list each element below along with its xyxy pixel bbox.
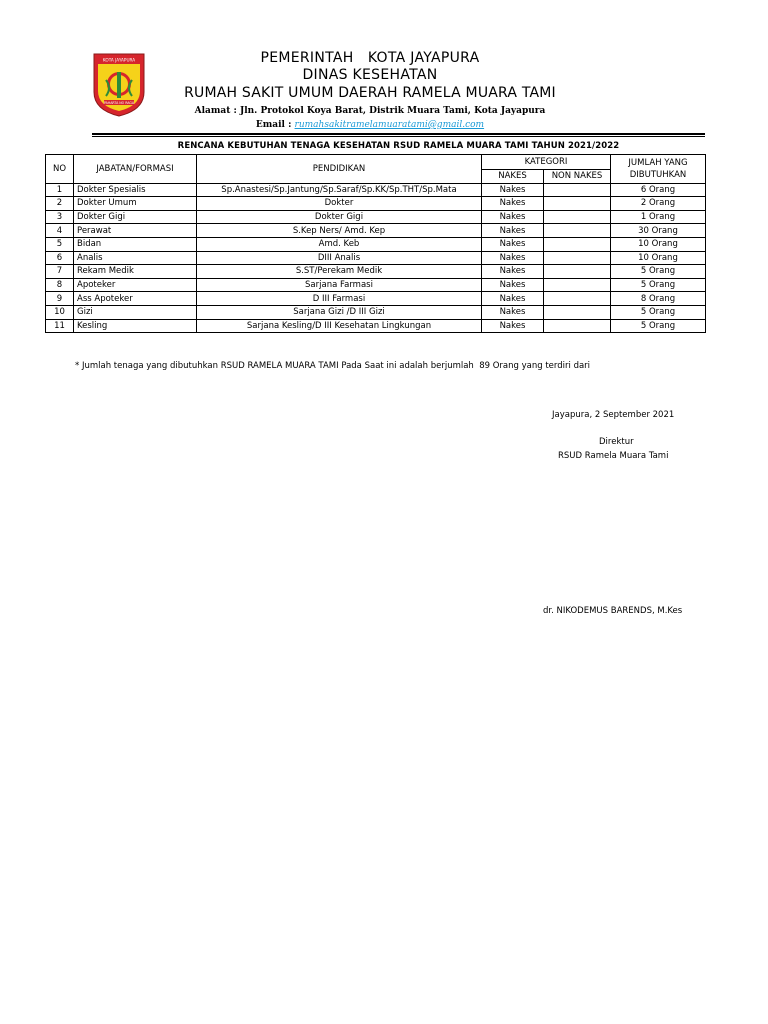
cell-non-nakes	[544, 265, 611, 279]
hospital-email	[150, 118, 590, 132]
cell-no: 5	[46, 237, 74, 251]
cell-non-nakes	[544, 237, 611, 251]
cell-no: 8	[46, 278, 74, 292]
cell-jumlah: 10 Orang	[611, 237, 706, 251]
header-jumlah	[611, 155, 706, 184]
cell-jumlah: 5 Orang	[611, 319, 706, 333]
cell-non-nakes	[544, 210, 611, 224]
cell-no: 4	[46, 224, 74, 238]
cell-jabatan: Kesling	[74, 319, 197, 333]
cell-jumlah: 5 Orang	[611, 265, 706, 279]
cell-non-nakes	[544, 278, 611, 292]
header-non-nakes: NON NAKES	[544, 170, 611, 184]
cell-non-nakes	[544, 183, 611, 197]
summary-note: * Jumlah tenaga yang dibutuhkan RSUD RAMELA MUARA TAMI Pada Saat ini adalah berjumlah 89 Orang yang terdiri dari	[75, 361, 591, 371]
cell-nakes: Nakes	[482, 265, 544, 279]
staff-needs-table	[45, 154, 706, 333]
signature-position: Direktur	[599, 437, 634, 447]
cell-jabatan: Dokter Spesialis	[74, 183, 197, 197]
cell-pendidikan: Amd. Keb	[197, 237, 482, 251]
cell-pendidikan: S.Kep Ners/ Amd. Kep	[197, 224, 482, 238]
cell-non-nakes	[544, 292, 611, 306]
cell-no: 6	[46, 251, 74, 265]
cell-nakes: Nakes	[482, 251, 544, 265]
cell-jumlah: 2 Orang	[611, 197, 706, 211]
cell-jumlah: 1 Orang	[611, 210, 706, 224]
hospital-name: RUMAH SAKIT UMUM DAERAH RAMELA MUARA TAMI	[184, 85, 556, 101]
cell-jabatan: Dokter Gigi	[74, 210, 197, 224]
header-pendidikan: PENDIDIKAN	[197, 155, 482, 184]
cell-jabatan: Ass Apoteker	[74, 292, 197, 306]
cell-no: 1	[46, 183, 74, 197]
cell-pendidikan: S.ST/Perekam Medik	[197, 265, 482, 279]
cell-nakes: Nakes	[482, 224, 544, 238]
header-jumlah-line2: DIBUTUHKAN	[629, 169, 687, 180]
cell-pendidikan: Sarjana Kesling/D III Kesehatan Lingkungan	[197, 319, 482, 333]
cell-no: 7	[46, 265, 74, 279]
signature-place-date: Jayapura, 2 September 2021	[552, 410, 675, 420]
table-row	[46, 265, 706, 279]
table-row	[46, 197, 706, 211]
logo-top-text: KOTA JAYAPURA	[102, 57, 136, 63]
table-row	[46, 183, 706, 197]
cell-pendidikan: Dokter Gigi	[197, 210, 482, 224]
cell-jabatan: Dokter Umum	[74, 197, 197, 211]
signature-name: dr. NIKODEMUS BARENDS, M.Kes	[543, 606, 683, 616]
table-row	[46, 292, 706, 306]
cell-non-nakes	[544, 224, 611, 238]
cell-no: 3	[46, 210, 74, 224]
agency-name: DINAS KESEHATAN	[302, 67, 438, 83]
table-header-row	[46, 155, 706, 170]
cell-jumlah: 6 Orang	[611, 183, 706, 197]
header-nakes: NAKES	[482, 170, 544, 184]
table-row	[46, 210, 706, 224]
signature-institution: RSUD Ramela Muara Tami	[558, 451, 669, 461]
letterhead-divider-thick	[92, 133, 705, 135]
cell-jabatan: Bidan	[74, 237, 197, 251]
logo-bottom-text: PAHARTA NO RAGA	[103, 101, 135, 105]
cell-pendidikan: Sarjana Gizi /D III Gizi	[197, 305, 482, 319]
header-jabatan: JABATAN/FORMASI	[74, 155, 197, 184]
cell-no: 2	[46, 197, 74, 211]
document-title: RENCANA KEBUTUHAN TENAGA KESEHATAN RSUD RAMELA MUARA TAMI TAHUN 2021/2022	[177, 141, 620, 151]
cell-non-nakes	[544, 305, 611, 319]
cell-jumlah: 10 Orang	[611, 251, 706, 265]
table-row	[46, 251, 706, 265]
government-name: PEMERINTAH KOTA JAYAPURA	[260, 50, 480, 66]
cell-nakes: Nakes	[482, 210, 544, 224]
cell-non-nakes	[544, 251, 611, 265]
cell-nakes: Nakes	[482, 237, 544, 251]
cell-jumlah: 5 Orang	[611, 278, 706, 292]
cell-nakes: Nakes	[482, 278, 544, 292]
table-row	[46, 224, 706, 238]
cell-pendidikan: DIII Analis	[197, 251, 482, 265]
cell-no: 10	[46, 305, 74, 319]
cell-pendidikan: Sp.Anastesi/Sp.Jantung/Sp.Saraf/Sp.KK/Sp.THT/Sp.Mata	[197, 183, 482, 197]
cell-jabatan: Analis	[74, 251, 197, 265]
table-row	[46, 319, 706, 333]
cell-nakes: Nakes	[482, 292, 544, 306]
cell-pendidikan: D III Farmasi	[197, 292, 482, 306]
cell-jumlah: 30 Orang	[611, 224, 706, 238]
cell-nakes: Nakes	[482, 183, 544, 197]
cell-jabatan: Perawat	[74, 224, 197, 238]
table-row	[46, 237, 706, 251]
email-link[interactable]: rumahsakitramelamuaratami@gmail.com	[294, 120, 485, 130]
hospital-address: Alamat : Jln. Protokol Koya Barat, Distrik Muara Tami, Kota Jayapura	[194, 106, 546, 116]
cell-no: 11	[46, 319, 74, 333]
table-row	[46, 305, 706, 319]
cell-nakes: Nakes	[482, 197, 544, 211]
letterhead-divider-thin	[92, 136, 705, 137]
cell-pendidikan: Sarjana Farmasi	[197, 278, 482, 292]
cell-jabatan: Apoteker	[74, 278, 197, 292]
kota-jayapura-logo	[92, 52, 146, 118]
cell-non-nakes	[544, 197, 611, 211]
cell-jumlah: 8 Orang	[611, 292, 706, 306]
cell-jumlah: 5 Orang	[611, 305, 706, 319]
email-label: Email :	[255, 120, 295, 130]
letterhead	[150, 50, 590, 132]
cell-nakes: Nakes	[482, 319, 544, 333]
cell-no: 9	[46, 292, 74, 306]
cell-pendidikan: Dokter	[197, 197, 482, 211]
cell-non-nakes	[544, 319, 611, 333]
cell-jabatan: Gizi	[74, 305, 197, 319]
cell-jabatan: Rekam Medik	[74, 265, 197, 279]
header-no: NO	[46, 155, 74, 184]
cell-nakes: Nakes	[482, 305, 544, 319]
table-row	[46, 278, 706, 292]
header-kategori: KATEGORI	[482, 155, 611, 170]
header-jumlah-line1: JUMLAH YANG	[628, 157, 688, 168]
